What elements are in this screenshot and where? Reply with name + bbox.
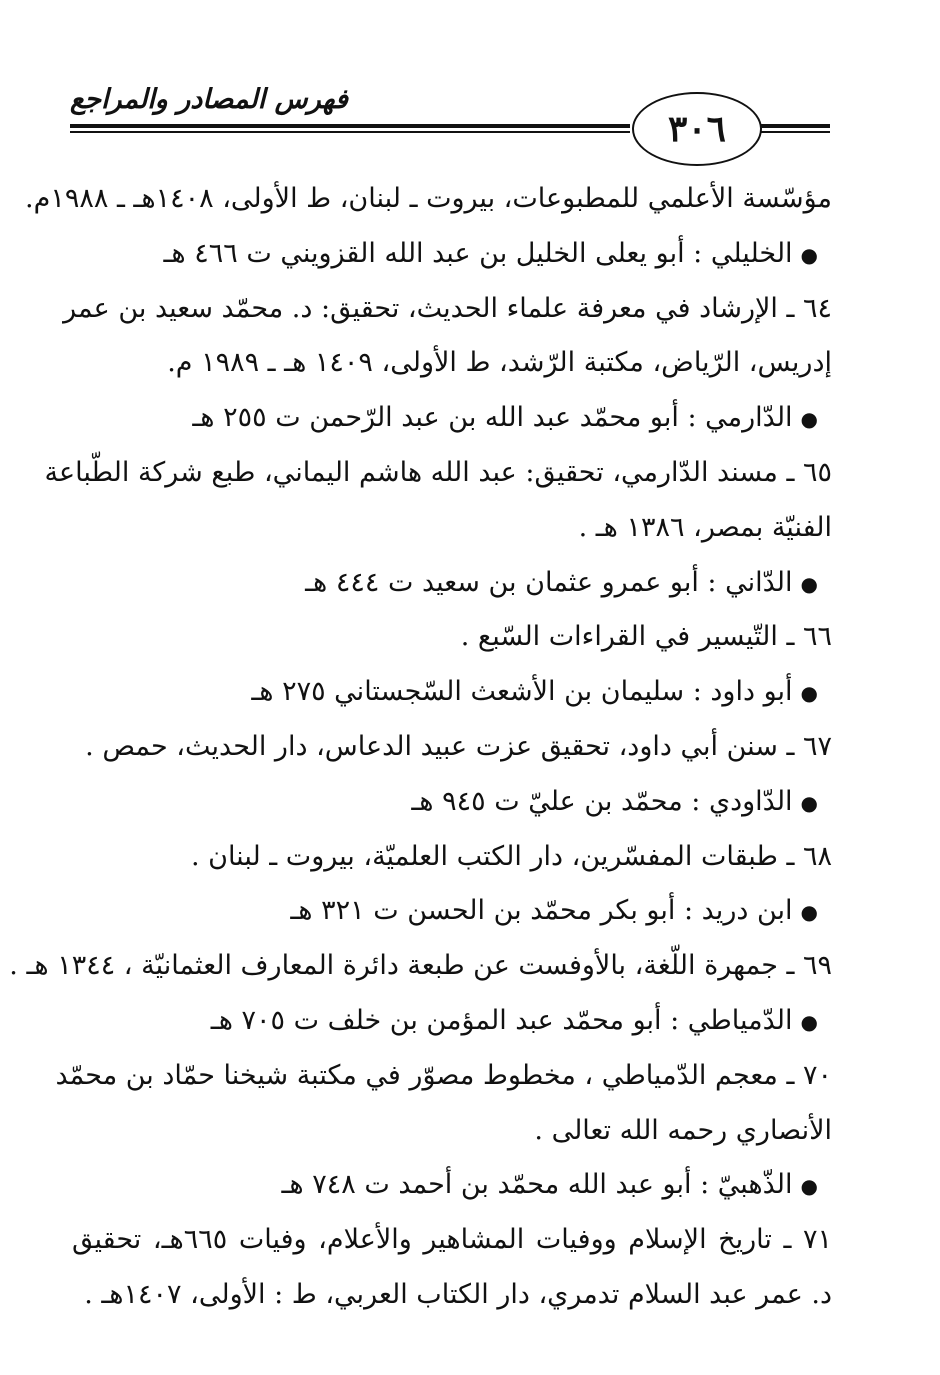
line-text: ٦٧ ـ سنن أبي داود، تحقيق عزت عبيد الدعاس، دار الحديث، حمص .: [85, 730, 832, 762]
bullet-icon: ●: [800, 407, 818, 432]
bullet-icon: ●: [800, 242, 818, 267]
line-text: ٦٩ ـ جمهرة اللّغة، بالأوفست عن طبعة دائرة المعارف العثمانيّة ، ١٣٤٤ هـ .: [9, 950, 832, 982]
author-entry: [72, 775, 832, 830]
reference-line: [72, 1104, 832, 1159]
line-text: أبو داود : سليمان بن الأشعث السّجستاني ٢٧٥ هـ: [251, 676, 793, 708]
line-text: ٦٨ ـ طبقات المفسّرين، دار الكتب العلميّة، بيروت ـ لبنان .: [190, 840, 832, 872]
line-text: الفنيّة بمصر، ١٣٨٦ هـ .: [578, 511, 832, 543]
line-text: ٧١ ـ تاريخ الإسلام ووفيات المشاهير والأعلام، وفيات ٦٦٥هـ، تحقيق: [72, 1224, 833, 1256]
running-title: فهرس المصادر والمراجع: [70, 84, 348, 115]
author-entry: [72, 556, 832, 611]
header-rule-thick: [70, 124, 630, 128]
line-text: ٦٦ ـ التّيسير في القراءات السّبع .: [460, 621, 832, 653]
page-number: ٣٠٦: [667, 108, 726, 150]
line-text: الدّاودي : محمّد بن عليّ ت ٩٤٥ هـ: [411, 785, 793, 817]
author-entry: [72, 1158, 832, 1213]
author-entry: [72, 227, 832, 282]
bullet-icon: ●: [800, 1174, 818, 1199]
line-text: ٦٤ ـ الإرشاد في معرفة علماء الحديث، تحقيق: د. محمّد سعيد بن عمر: [63, 292, 832, 324]
bullet-icon: ●: [800, 681, 818, 706]
author-entry: [72, 884, 832, 939]
line-text: الخليلي : أبو يعلى الخليل بن عبد الله القزويني ت ٤٦٦ هـ: [163, 237, 793, 269]
reference-line: [55, 1049, 832, 1104]
reference-line: [72, 720, 832, 775]
bullet-icon: ●: [800, 790, 818, 815]
reference-line: [63, 282, 832, 337]
header-rule-thin: [70, 131, 630, 133]
header-rule-right-thick: [760, 124, 830, 128]
reference-line: [25, 172, 832, 227]
bullet-icon: ●: [800, 900, 818, 925]
line-text: الذّهبيّ : أبو عبد الله محمّد بن أحمد ت ٧٤٨ هـ: [281, 1169, 793, 1201]
page-header: [60, 70, 830, 170]
reference-line: [72, 1213, 832, 1268]
line-text: مؤسّسة الأعلمي للمطبوعات، بيروت ـ لبنان، ط الأولى، ١٤٠٨هـ ـ ١٩٨٨م.: [25, 183, 832, 214]
line-text: الدّمياطي : أبو محمّد عبد المؤمن بن خلف ت ٧٠٥ هـ: [210, 1004, 793, 1036]
author-entry: [72, 665, 832, 720]
reference-line: [72, 610, 832, 665]
reference-line: [72, 501, 832, 556]
line-text: ٦٥ ـ مسند الدّارمي، تحقيق: عبد الله هاشم اليماني، طبع شركة الطّباعة: [44, 456, 832, 488]
reference-line: [72, 336, 832, 391]
reference-line: [72, 830, 832, 885]
reference-line: [9, 939, 832, 994]
page-number-oval: [632, 92, 762, 166]
line-text: الأنصاري رحمه الله تعالى .: [534, 1114, 832, 1146]
line-text: الدّاني : أبو عمرو عثمان بن سعيد ت ٤٤٤ هـ: [305, 566, 793, 598]
bullet-icon: ●: [800, 571, 818, 596]
line-text: د. عمر عبد السلام تدمري، دار الكتاب العربي، ط : الأولى، ١٤٠٧هـ .: [84, 1278, 832, 1310]
author-entry: [72, 994, 832, 1049]
line-text: ابن دريد : أبو بكر محمّد بن الحسن ت ٣٢١ هـ: [290, 895, 793, 927]
line-text: إدريس، الرّياض، مكتبة الرّشد، ط الأولى، ١٤٠٩ هـ ـ ١٩٨٩ م.: [167, 347, 832, 379]
reference-line: [72, 1268, 832, 1323]
reference-line: [44, 446, 832, 501]
line-text: ٧٠ ـ معجم الدّمياطي ، مخطوط مصوّر في مكتبة شيخنا حمّاد بن محمّد: [55, 1059, 832, 1091]
bullet-icon: ●: [800, 1009, 818, 1034]
header-rule-right-thin: [760, 131, 830, 133]
line-text: الدّارمي : أبو محمّد عبد الله بن عبد الرّحمن ت ٢٥٥ هـ: [192, 402, 793, 434]
author-entry: [72, 391, 832, 446]
bibliography-list: [9, 172, 833, 1323]
